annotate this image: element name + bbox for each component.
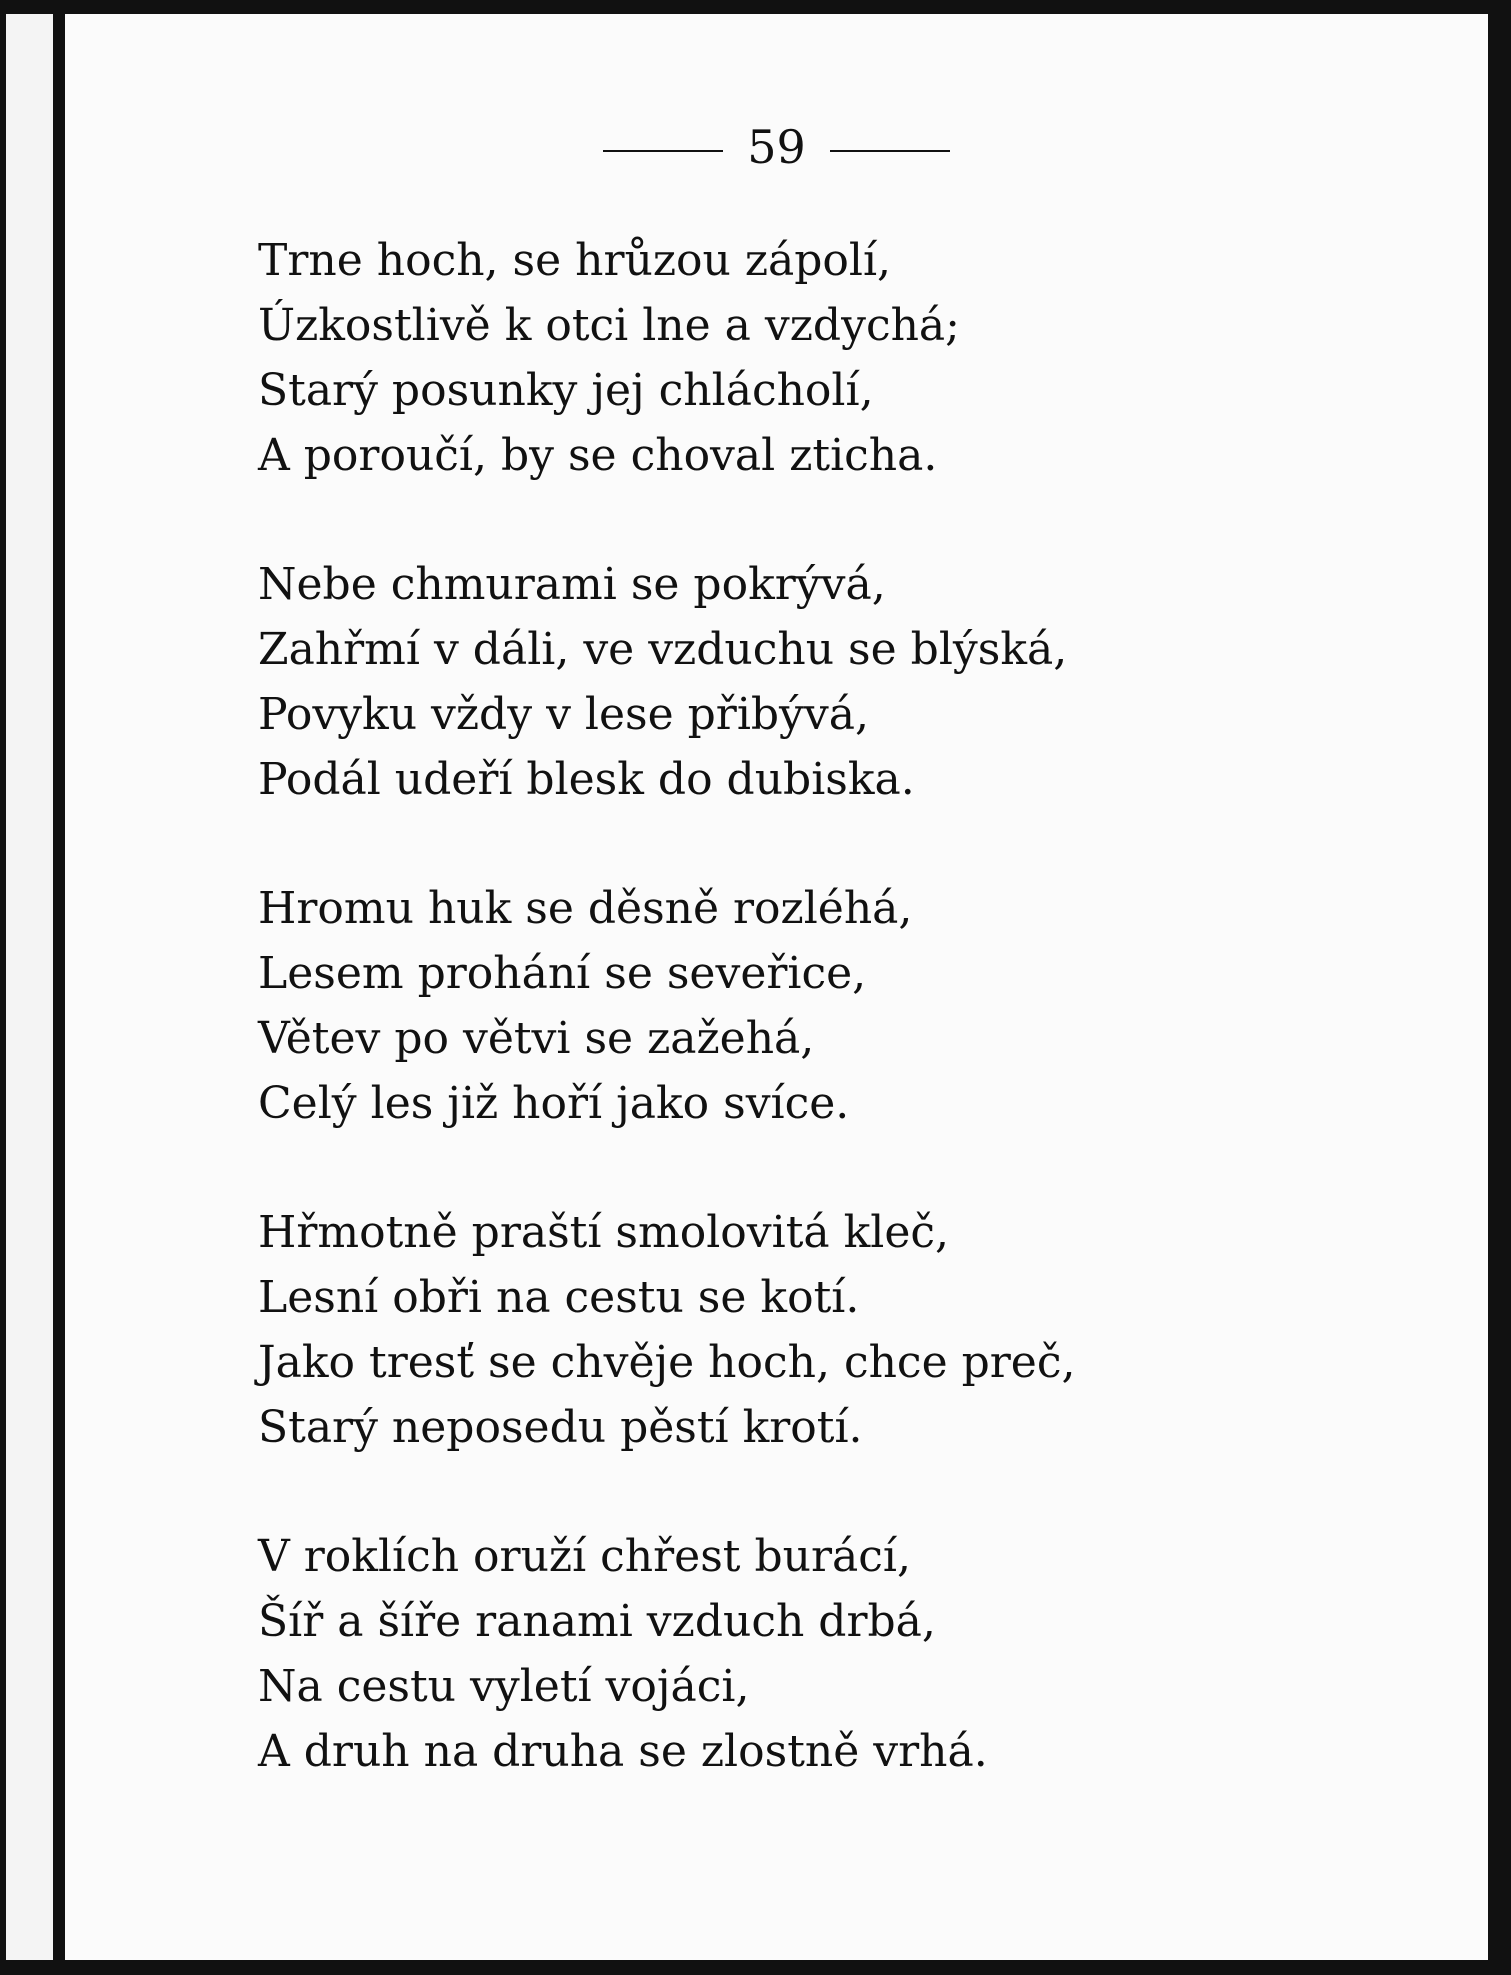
scan-border-bottom <box>0 1960 1511 1975</box>
poem-line: Starý posunky jej chlácholí, <box>258 365 874 416</box>
poem-body <box>258 228 1398 1848</box>
poem-line: Na cestu vyletí vojáci, <box>258 1661 750 1712</box>
poem-line: V roklích oruží chřest burácí, <box>258 1531 911 1582</box>
stanza <box>258 876 1398 1136</box>
poem-line: Lesem prohání se seveřice, <box>258 948 867 999</box>
header-rule-right <box>830 150 950 152</box>
poem-line: Podál udeří blesk do dubiska. <box>258 754 915 805</box>
stanza <box>258 1524 1398 1784</box>
poem-line: Celý les již hoří jako svíce. <box>258 1078 850 1129</box>
poem-line: Trne hoch, se hrůzou zápolí, <box>258 235 892 286</box>
facing-page-edge <box>6 14 53 1960</box>
poem-line: Zahřmí v dáli, ve vzduchu se blýská, <box>258 624 1068 675</box>
stanza <box>258 228 1398 488</box>
poem-line: Hromu huk se děsně rozléhá, <box>258 883 913 934</box>
poem-line: Větev po větvi se zažehá, <box>258 1013 815 1064</box>
scan-border-top <box>0 0 1511 14</box>
book-spine-shadow <box>53 0 65 1975</box>
poem-line: Nebe chmurami se pokrývá, <box>258 559 886 610</box>
poem-line: Lesní obři na cestu se kotí. <box>258 1272 860 1323</box>
poem-line: Úzkostlivě k otci lne a vzdychá; <box>258 300 960 351</box>
poem-line: Hřmotně praští smolovitá kleč, <box>258 1207 950 1258</box>
stanza <box>258 552 1398 812</box>
page-number: 59 <box>747 120 806 174</box>
stanza <box>258 1200 1398 1460</box>
poem-line: A poroučí, by se choval zticha. <box>258 430 938 481</box>
page-header <box>65 120 1488 174</box>
scan-border-right <box>1488 0 1511 1975</box>
poem-line: Starý neposedu pěstí krotí. <box>258 1402 863 1453</box>
poem-line: A druh na druha se zlostně vrhá. <box>258 1726 988 1777</box>
poem-line: Jako tresť se chvěje hoch, chce preč, <box>258 1337 1076 1388</box>
header-rule-left <box>603 150 723 152</box>
poem-line: Šíř a šíře ranami vzduch drbá, <box>258 1596 936 1647</box>
poem-line: Povyku vždy v lese přibývá, <box>258 689 869 740</box>
